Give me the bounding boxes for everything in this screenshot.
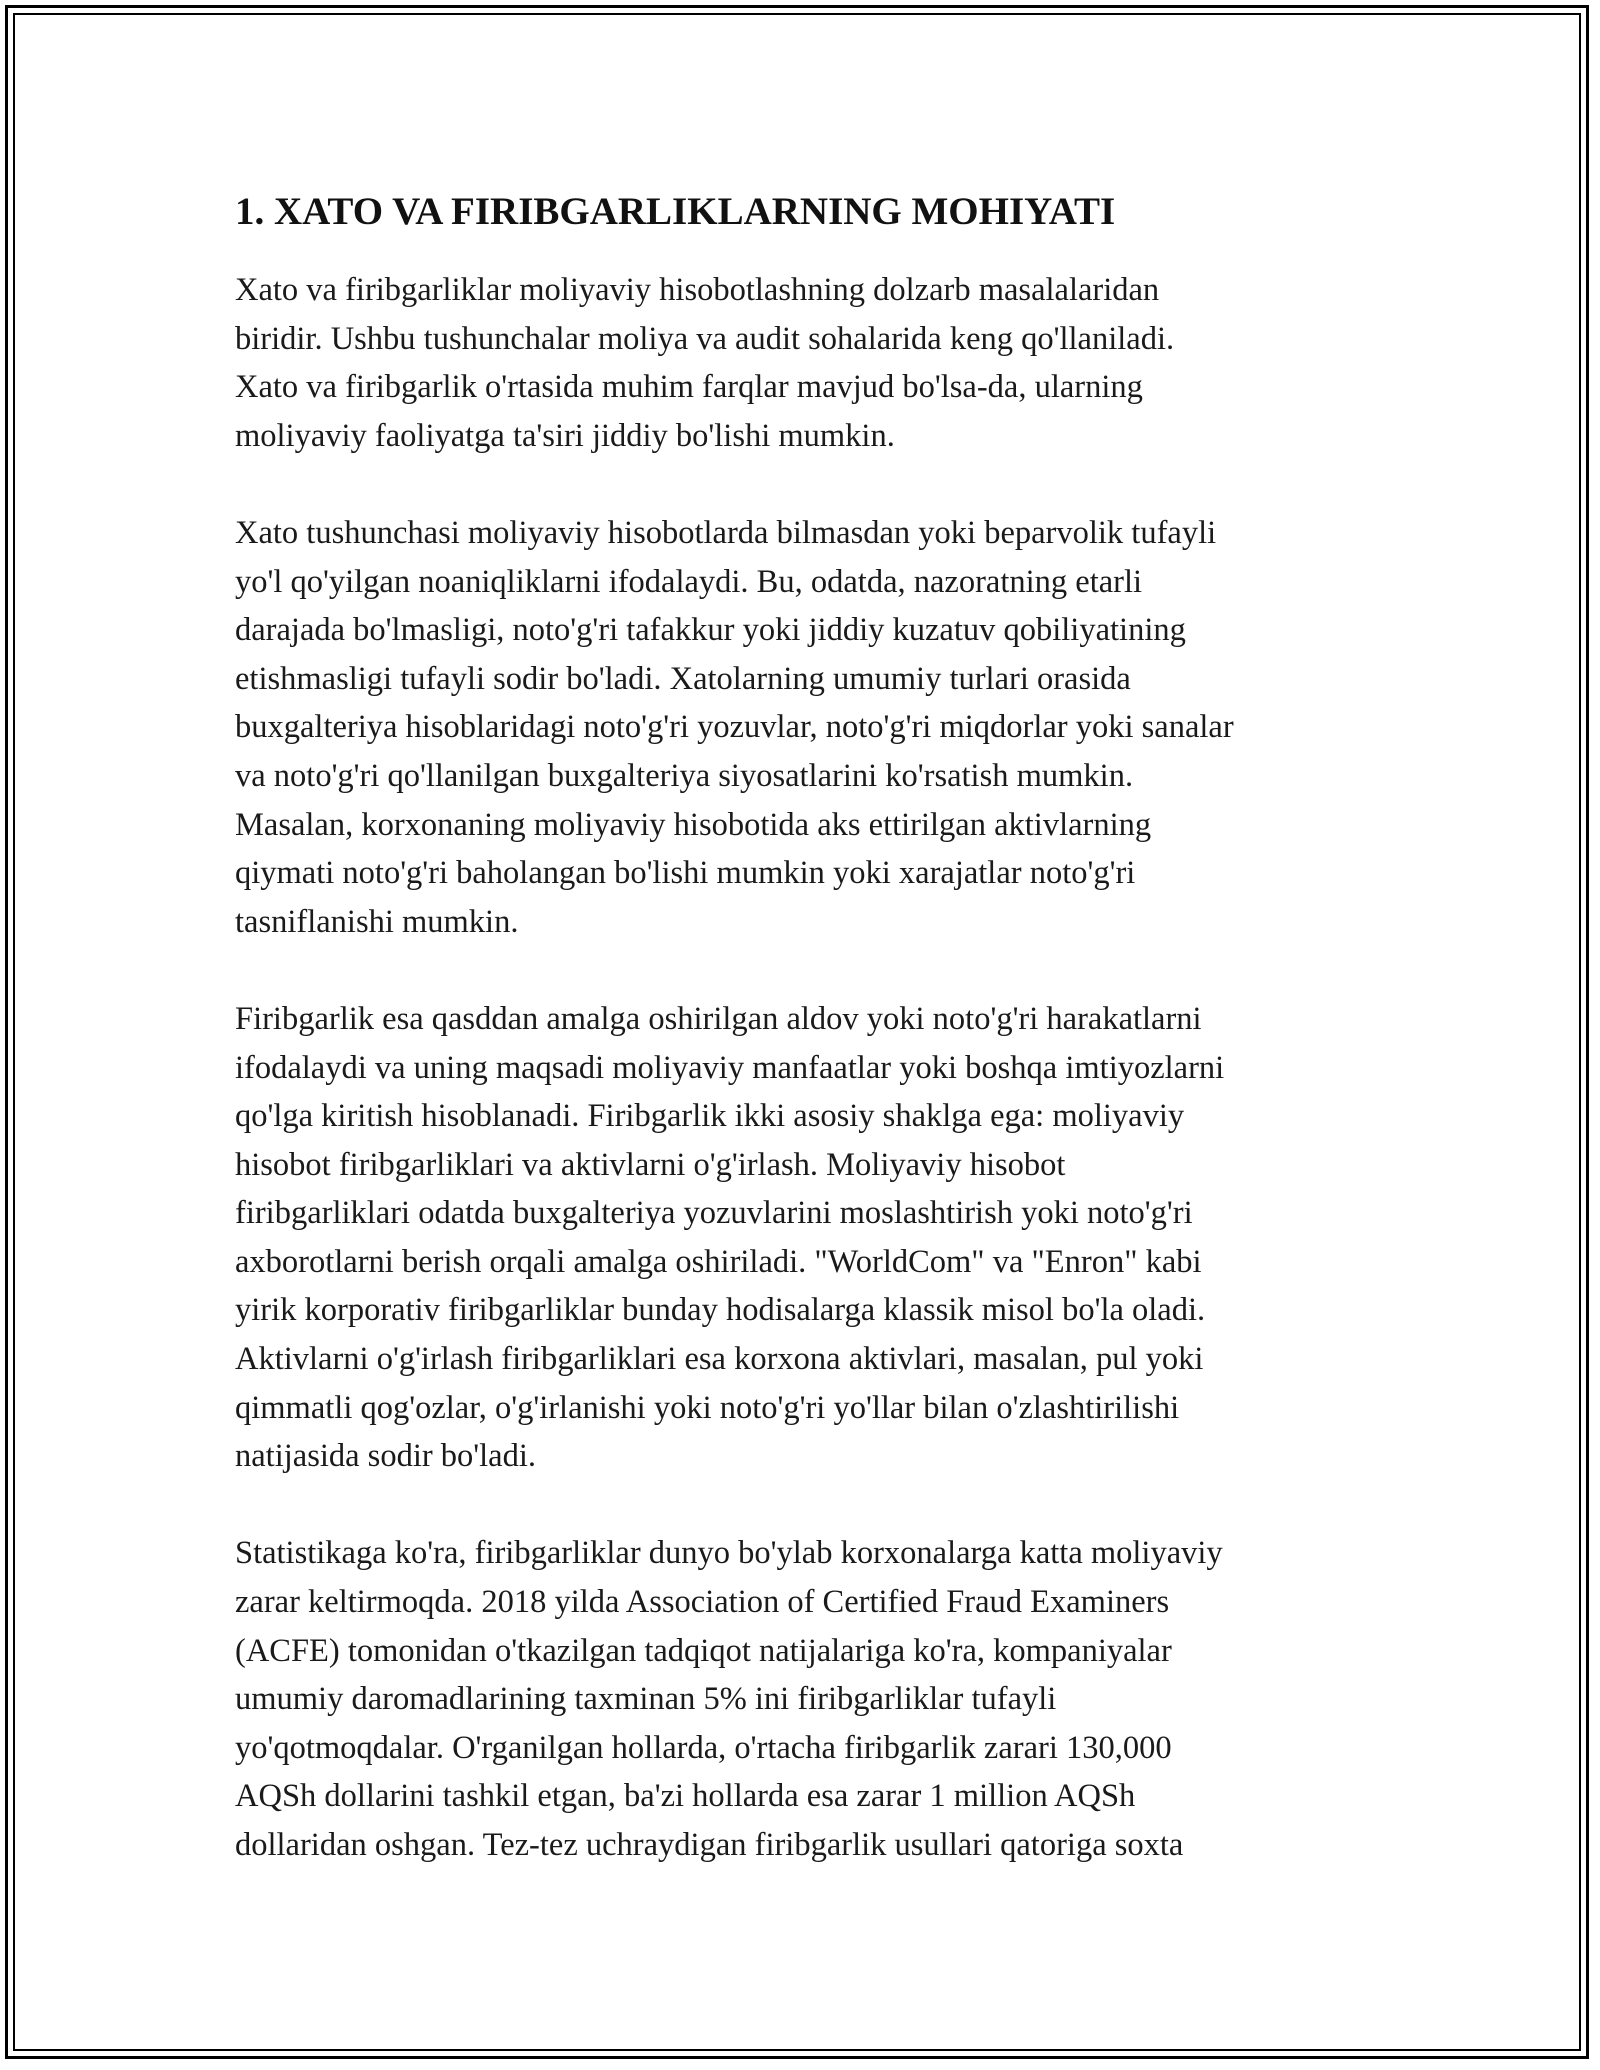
paragraph-1	[235, 266, 1385, 460]
text-line: yirik korporativ firibgarliklar bunday hodisalarga klassik misol bo'la oladi.	[235, 1292, 1206, 1329]
text-line: Statistikaga ko'ra, firibgarliklar dunyo bo'ylab korxonalarga katta moliyaviy	[235, 1535, 1223, 1572]
text-line: zarar keltirmoqda. 2018 yilda Association of Certified Fraud Examiners	[235, 1584, 1170, 1621]
text-line: tasniflanishi mumkin.	[235, 903, 519, 940]
text-line: buxgalteriya hisoblaridagi noto'g'ri yozuvlar, noto'g'ri miqdorlar yoki sanalar	[235, 709, 1234, 746]
text-line: firibgarliklari odatda buxgalteriya yozuvlarini moslashtirish yoki noto'g'ri	[235, 1195, 1193, 1232]
text-line: Masalan, korxonaning moliyaviy hisobotida aks ettirilgan aktivlarning	[235, 806, 1152, 843]
text-line: umumiy daromadlarining taxminan 5% ini firibgarliklar tufayli	[235, 1681, 1057, 1718]
text-line: AQSh dollarini tashkil etgan, ba'zi hollarda esa zarar 1 million AQSh	[235, 1778, 1136, 1815]
text-line: yo'qotmoqdalar. O'rganilgan hollarda, o'rtacha firibgarlik zarari 130,000	[235, 1729, 1172, 1766]
text-line: Aktivlarni o'g'irlash firibgarliklari esa korxona aktivlari, masalan, pul yoki	[235, 1341, 1204, 1378]
text-line: Xato va firibgarliklar moliyaviy hisobotlashning dolzarb masalalaridan	[235, 272, 1160, 308]
text-line: (ACFE) tomonidan o'tkazilgan tadqiqot natijalariga ko'ra, kompaniyalar	[235, 1632, 1172, 1669]
section-heading: 1. XATO VA FIRIBGARLIKLARNING MOHIYATI	[235, 190, 1116, 233]
text-line: qiymati noto'g'ri baholangan bo'lishi mumkin yoki xarajatlar noto'g'ri	[235, 855, 1136, 892]
paragraph-2	[235, 509, 1385, 946]
text-line: Xato va firibgarlik o'rtasida muhim farqlar mavjud bo'lsa-da, ularning	[235, 369, 1143, 406]
document-body	[235, 188, 1385, 1870]
text-line: natijasida sodir bo'ladi.	[235, 1438, 537, 1475]
text-line: biridir. Ushbu tushunchalar moliya va audit sohalarida keng qo'llaniladi.	[235, 320, 1175, 357]
text-line: hisobot firibgarliklari va aktivlarni o'g'irlash. Moliyaviy hisobot	[235, 1146, 1066, 1183]
text-line: darajada bo'lmasligi, noto'g'ri tafakkur yoki jiddiy kuzatuv qobiliyatining	[235, 612, 1186, 649]
paragraph-4	[235, 1529, 1385, 1869]
text-line: moliyaviy faoliyatga ta'siri jiddiy bo'lishi mumkin.	[235, 417, 895, 454]
text-line: dollaridan oshgan. Tez-tez uchraydigan firibgarlik usullari qatoriga soxta	[235, 1827, 1184, 1863]
text-line: etishmasligi tufayli sodir bo'ladi. Xatolarning umumiy turlari orasida	[235, 660, 1131, 697]
text-line: yo'l qo'yilgan noaniqliklarni ifodalaydi. Bu, odatda, nazoratning etarli	[235, 563, 1143, 600]
text-line: Firibgarlik esa qasddan amalga oshirilgan aldov yoki noto'g'ri harakatlarni	[235, 1000, 1202, 1037]
text-line: ifodalaydi va uning maqsadi moliyaviy manfaatlar yoki boshqa imtiyozlarni	[235, 1049, 1225, 1086]
text-line: va noto'g'ri qo'llanilgan buxgalteriya siyosatlarini ko'rsatish mumkin.	[235, 757, 1134, 794]
text-line: Xato tushunchasi moliyaviy hisobotlarda bilmasdan yoki beparvolik tufayli	[235, 514, 1217, 551]
text-line: axborotlarni berish orqali amalga oshiriladi. "WorldCom" va "Enron" kabi	[235, 1243, 1202, 1280]
paragraph-3	[235, 995, 1385, 1481]
text-line: qimmatli qog'ozlar, o'g'irlanishi yoki noto'g'ri yo'llar bilan o'zlashtirilishi	[235, 1389, 1180, 1426]
text-line: qo'lga kiritish hisoblanadi. Firibgarlik ikki asosiy shaklga ega: moliyaviy	[235, 1098, 1185, 1135]
